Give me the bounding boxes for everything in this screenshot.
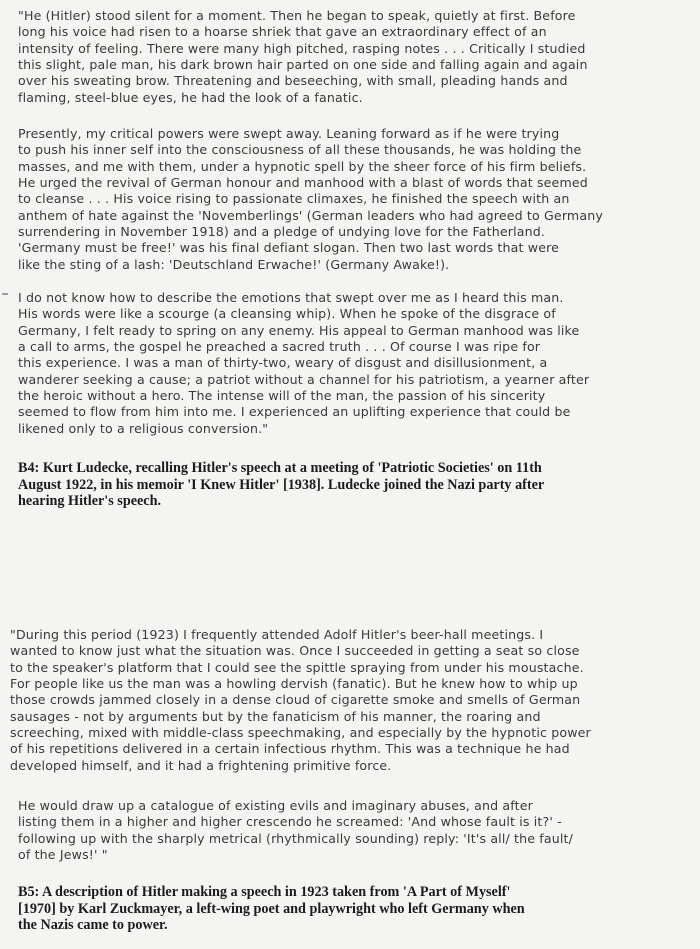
- source-b4-paragraph-2: Presently, my critical powers were swept away. Leaning forward as if he were trying to push his inner self into the consciousness of all these thousands, he was holding the masses, and me with them, under a hypnotic spell by the sheer force of his firm beliefs. He urged the revival of German honour and manhood with a blast of words that seemed to cleanse . . . His voice rising to passionate climaxes, he finished the speech with an anthem of hate against the 'Novemberlings' (German leaders who had agreed to Germany surrendering in November 1918) and a pledge of undying love for the Fatherland. 'Germany must be free!' was his final defiant slogan. Then two last words that were like the sting of a lash: 'Deutschland Erwache!' (Germany Awake!).: [18, 126, 603, 272]
- source-b4-caption: B4: Kurt Ludecke, recalling Hitler's speech at a meeting of 'Patriotic Societies' on 11th August 1922, in his memoir 'I Knew Hitler' [1938]. Ludecke joined the Nazi party after hearing Hitler's speech.: [18, 460, 545, 510]
- source-b5-paragraph-1: "During this period (1923) I frequently attended Adolf Hitler's beer-hall meetings. I wanted to know just what the situation was. Once I succeeded in getting a seat so close to the speaker's platform that I could see the spittle spraying from under his moustache. For people like us the man was a howling dervish (fanatic). But he knew how to whip up those crowds jammed closely in a dense cloud of cigarette smoke and smells of German sausages - not by arguments but by the fanaticism of his manner, the roaring and screeching, mixed with middle-class speechmaking, and especially by the hypnotic power of his repetitions delivered in a certain infectious rhythm. This was a technique he had developed himself, and it had a frightening primitive force.: [10, 627, 591, 773]
- source-b5-caption: B5: A description of Hitler making a speech in 1923 taken from 'A Part of Myself' [1970] by Karl Zuckmayer, a left-wing poet and playwright who left Germany when the Nazis came to power.: [18, 884, 525, 934]
- margin-mark: [2, 293, 8, 295]
- source-b4-paragraph-3: I do not know how to describe the emotions that swept over me as I heard this man. His words were like a scourge (a cleansing whip). When he spoke of the disgrace of Germany, I felt ready to spring on any enemy. His appeal to German manhood was like a call to arms, the gospel he preached a sacred truth . . . Of course I was ripe for this experience. I was a man of thirty-two, weary of disgust and disillusionment, a wanderer seeking a cause; a patriot without a channel for his patriotism, a yearner after the heroic without a hero. The intense will of the man, the passion of his sincerity seemed to flow from him into me. I experienced an uplifting experience that could be likened only to a religious conversion.": [18, 290, 590, 436]
- source-b4-paragraph-1: "He (Hitler) stood silent for a moment. Then he began to speak, quietly at first. Before long his voice had risen to a hoarse shriek that gave an extraordinary effect of an intensity of feeling. There were many high pitched, rasping notes . . . Critically I studied this slight, pale man, his dark brown hair parted on one side and falling again and again over his sweating brow. Threatening and beseeching, with small, pleading hands and flaming, steel-blue eyes, he had the look of a fanatic.: [18, 8, 588, 105]
- source-b5-paragraph-2: He would draw up a catalogue of existing evils and imaginary abuses, and after listing them in a higher and higher crescendo he screamed: 'And whose fault is it?' - following up with the sharply metrical (rhythmically sounding) reply: 'It's all/ the fault/ of the Jews!' ": [18, 798, 574, 863]
